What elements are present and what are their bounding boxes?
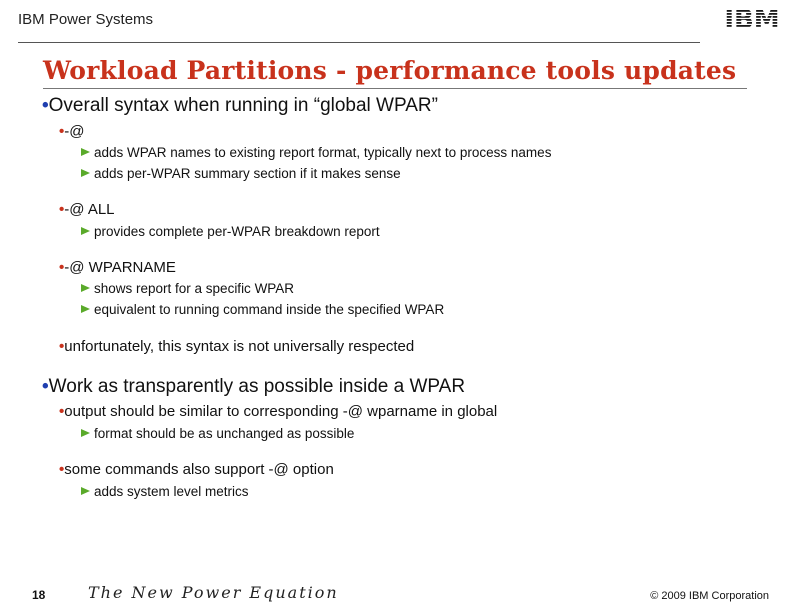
bullet-text: output should be similar to corresponding -@ wparname in global — [64, 403, 498, 420]
bullet-icon: • — [59, 403, 65, 420]
arrow-bullet-icon — [81, 227, 90, 235]
bullet-level2 — [59, 123, 85, 140]
ibm-logo — [723, 4, 781, 32]
header-rule — [18, 42, 700, 43]
arrow-bullet-icon — [81, 487, 90, 495]
bullet-text: unfortunately, this syntax is not universally respected — [64, 338, 415, 355]
bullet-text: format should be as unchanged as possible — [94, 426, 355, 441]
bullet-text: some commands also support -@ option — [64, 461, 334, 478]
arrow-bullet-icon — [81, 284, 90, 292]
bullet-icon: • — [42, 95, 49, 116]
copyright: © 2009 IBM Corporation — [650, 590, 769, 602]
page-number: 18 — [32, 588, 46, 602]
arrow-bullet-icon — [81, 305, 90, 313]
bullet-icon: • — [42, 376, 49, 397]
bullet-level2 — [59, 201, 115, 218]
bullet-text: -@ ALL — [64, 201, 115, 218]
bullet-level2 — [59, 259, 176, 276]
bullet-level1 — [42, 95, 438, 117]
bullet-level2 — [59, 403, 497, 420]
bullet-text: Work as transparently as possible inside a WPAR — [48, 376, 466, 397]
title-rule — [43, 88, 747, 89]
svg-text:IBM: IBM — [724, 5, 780, 32]
bullet-icon: • — [59, 259, 65, 276]
bullet-level3 — [81, 302, 444, 317]
bullet-level3 — [81, 426, 354, 441]
tagline: The New Power Equation — [88, 583, 339, 602]
bullet-level3 — [81, 224, 380, 239]
bullet-text: adds system level metrics — [94, 484, 249, 499]
bullet-text: -@ — [64, 123, 85, 140]
bullet-icon: • — [59, 461, 65, 478]
bullet-level3 — [81, 166, 401, 181]
bullet-level1 — [42, 376, 465, 398]
arrow-bullet-icon — [81, 169, 90, 177]
bullet-text: equivalent to running command inside the specified WPAR — [94, 302, 445, 317]
bullet-level3 — [81, 145, 551, 160]
arrow-bullet-icon — [81, 429, 90, 437]
bullet-text: Overall syntax when running in “global WPAR” — [48, 95, 438, 116]
bullet-level3 — [81, 281, 294, 296]
header-brand: IBM Power Systems — [18, 11, 154, 28]
bullet-text: shows report for a specific WPAR — [94, 281, 295, 296]
bullet-level2 — [59, 338, 414, 355]
bullet-icon: • — [59, 123, 65, 140]
bullet-text: adds per-WPAR summary section if it makes sense — [94, 166, 401, 181]
bullet-text: -@ WPARNAME — [64, 259, 176, 276]
bullet-level2 — [59, 461, 334, 478]
bullet-text: provides complete per-WPAR breakdown report — [94, 224, 380, 239]
bullet-icon: • — [59, 338, 65, 355]
bullet-icon: • — [59, 201, 65, 218]
slide-title: Workload Partitions - performance tools updates — [43, 56, 737, 85]
arrow-bullet-icon — [81, 148, 90, 156]
bullet-level3 — [81, 484, 249, 499]
bullet-text: adds WPAR names to existing report format, typically next to process names — [94, 145, 552, 160]
